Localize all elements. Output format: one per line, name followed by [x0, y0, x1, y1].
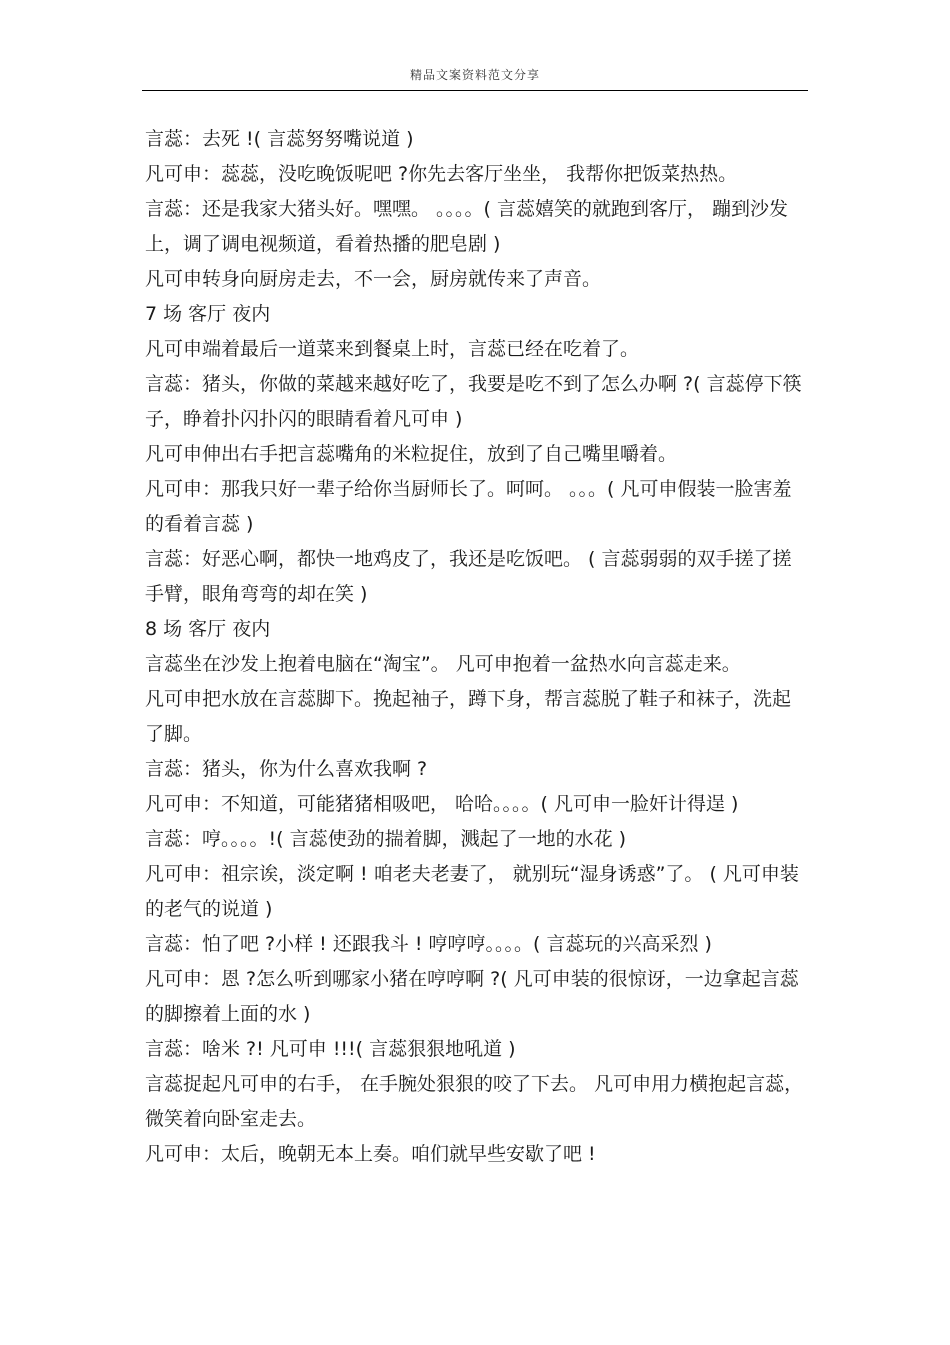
- stage-direction: 言蕊捉起凡可申的右手， 在手腕处狠狠的咬了下去。 凡可申用力横抱起言蕊，微笑着向卧室走去。: [145, 1073, 804, 1130]
- scene-heading: 8 场 客厅 夜内: [145, 618, 271, 640]
- dialogue-line: 言蕊：怕了吧 ?小样 ! 还跟我斗 ! 哼哼哼。。。。( 言蕊玩的兴高采烈 ): [145, 933, 712, 955]
- dialogue-line: 凡可申：恩 ?怎么听到哪家小猪在哼哼啊 ?( 凡可申装的很惊讶，一边拿起言蕊的脚擦着上面的水 ): [145, 968, 799, 1025]
- stage-direction: 言蕊坐在沙发上抱着电脑在“淘宝”。 凡可申抱着一盆热水向言蕊走来。: [145, 653, 741, 675]
- dialogue-line: 凡可申：太后，晚朝无本上奏。咱们就早些安歇了吧 !: [145, 1143, 596, 1165]
- scene-heading: 7 场 客厅 夜内: [145, 303, 271, 325]
- dialogue-line: 凡可申：蕊蕊，没吃晚饭呢吧 ?你先去客厅坐坐， 我帮你把饭菜热热。: [145, 163, 738, 185]
- header-divider: [142, 90, 808, 91]
- dialogue-line: 言蕊：去死 !( 言蕊努努嘴说道 ): [145, 128, 414, 150]
- stage-direction: 凡可申把水放在言蕊脚下。挽起袖子，蹲下身，帮言蕊脱了鞋子和袜子，洗起了脚。: [145, 688, 792, 745]
- stage-direction: 凡可申端着最后一道菜来到餐桌上时，言蕊已经在吃着了。: [145, 338, 640, 360]
- page-header: 精品文案资料范文分享: [409, 68, 540, 82]
- dialogue-line: 言蕊：还是我家大猪头好。嘿嘿。 。。。。( 言蕊嬉笑的就跑到客厅， 蹦到沙发上，调了调电视频道，看着热播的肥皂剧 ): [145, 198, 789, 255]
- stage-direction: 凡可申伸出右手把言蕊嘴角的米粒捉住，放到了自己嘴里嚼着。: [145, 443, 678, 465]
- script-body: [145, 122, 805, 1172]
- dialogue-line: 言蕊：猪头，你为什么喜欢我啊 ?: [145, 758, 428, 780]
- dialogue-line: 言蕊：哼。。。。!( 言蕊使劲的揣着脚，溅起了一地的水花 ): [145, 828, 627, 850]
- dialogue-line: 言蕊：啥米 ?! 凡可申 !!!( 言蕊狠狠地吼道 ): [145, 1038, 516, 1060]
- dialogue-line: 言蕊：好恶心啊，都快一地鸡皮了，我还是吃饭吧。 ( 言蕊弱弱的双手搓了搓手臂，眼角弯弯的却在笑 ): [145, 548, 792, 605]
- stage-direction: 凡可申转身向厨房走去，不一会，厨房就传来了声音。: [145, 268, 602, 290]
- dialogue-line: 言蕊：猪头，你做的菜越来越好吃了，我要是吃不到了怎么办啊 ?( 言蕊停下筷子，睁着扑闪扑闪的眼睛看着凡可申 ): [145, 373, 802, 430]
- dialogue-line: 凡可申：不知道，可能猪猪相吸吧， 哈哈。。。。( 凡可申一脸奸计得逞 ): [145, 793, 739, 815]
- dialogue-line: 凡可申：那我只好一辈子给你当厨师长了。呵呵。 。。。( 凡可申假装一脸害羞的看着言蕊 ): [145, 478, 792, 535]
- dialogue-line: 凡可申：祖宗诶，淡定啊 ! 咱老夫老妻了， 就别玩“湿身诱惑”了。 ( 凡可申装的老气的说道 ): [145, 863, 799, 920]
